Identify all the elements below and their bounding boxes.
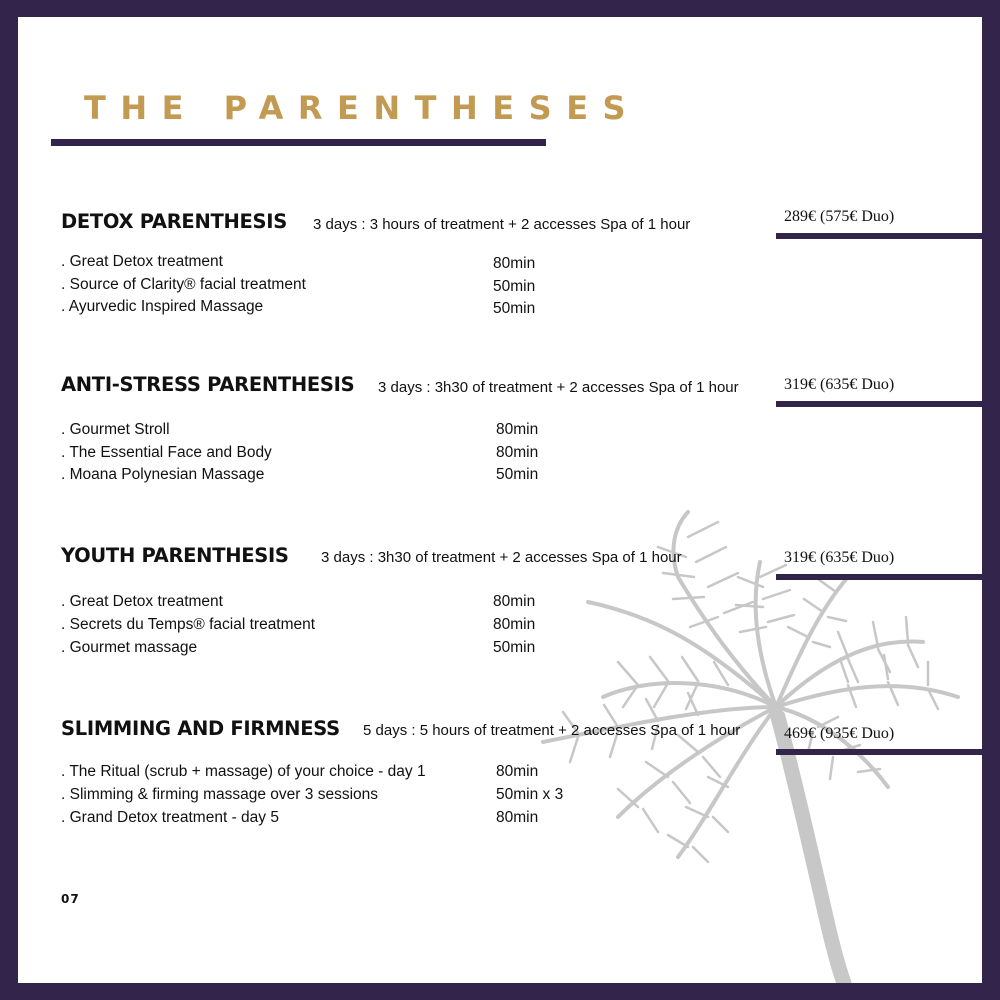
section-title: SLIMMING AND FIRMNESS (61, 717, 340, 740)
section-title: YOUTH PARENTHESIS (61, 544, 289, 567)
treatment-duration: 50min (496, 466, 539, 483)
section-summary: 3 days : 3h30 of treatment + 2 accesses Spa of 1 hour (378, 379, 739, 396)
treatment-duration: 80min (496, 809, 539, 826)
page-title: THE PARENTHESES (84, 89, 641, 127)
section-summary: 5 days : 5 hours of treatment + 2 accesses Spa of 1 hour (363, 722, 741, 739)
treatment-item: . Gourmet massage (61, 639, 198, 656)
treatment-duration: 80min (493, 593, 536, 610)
price-underline (776, 749, 982, 755)
treatment-item: . Moana Polynesian Massage (61, 466, 265, 483)
treatment-duration: 50min (493, 300, 536, 317)
spa-menu-page (18, 17, 982, 983)
treatment-item: . Great Detox treatment (61, 253, 223, 270)
treatment-item: . The Ritual (scrub + massage) of your choice - day 1 (61, 763, 426, 780)
treatment-duration: 80min (493, 255, 536, 272)
treatment-item: . Slimming & firming massage over 3 sessions (61, 786, 379, 803)
section-summary: 3 days : 3h30 of treatment + 2 accesses Spa of 1 hour (321, 549, 682, 566)
treatment-duration: 80min (496, 444, 539, 461)
treatment-duration: 50min (493, 278, 536, 295)
section-summary: 3 days : 3 hours of treatment + 2 accesses Spa of 1 hour (313, 216, 691, 233)
page-number: 07 (61, 892, 80, 906)
treatment-duration: 50min x 3 (496, 786, 564, 803)
treatment-duration: 80min (496, 421, 539, 438)
price-underline (776, 401, 982, 407)
treatment-item: . Ayurvedic Inspired Massage (61, 298, 264, 315)
treatment-item: . The Essential Face and Body (61, 444, 272, 461)
treatment-duration: 80min (496, 763, 539, 780)
section-price: 469€ (935€ Duo) (784, 725, 895, 742)
treatment-item: . Great Detox treatment (61, 593, 223, 610)
price-underline (776, 574, 982, 580)
palm-tree-image (18, 17, 982, 983)
section-price: 289€ (575€ Duo) (784, 208, 895, 225)
treatment-duration: 80min (493, 616, 536, 633)
title-underline (51, 139, 546, 146)
treatment-item: . Secrets du Temps® facial treatment (61, 616, 316, 633)
section-title: ANTI-STRESS PARENTHESIS (61, 373, 355, 396)
treatment-item: . Gourmet Stroll (61, 421, 170, 438)
treatment-item: . Source of Clarity® facial treatment (61, 276, 306, 293)
section-price: 319€ (635€ Duo) (784, 376, 895, 393)
treatment-item: . Grand Detox treatment - day 5 (61, 809, 279, 826)
section-price: 319€ (635€ Duo) (784, 549, 895, 566)
price-underline (776, 233, 982, 239)
section-title: DETOX PARENTHESIS (61, 210, 287, 233)
treatment-duration: 50min (493, 639, 536, 656)
